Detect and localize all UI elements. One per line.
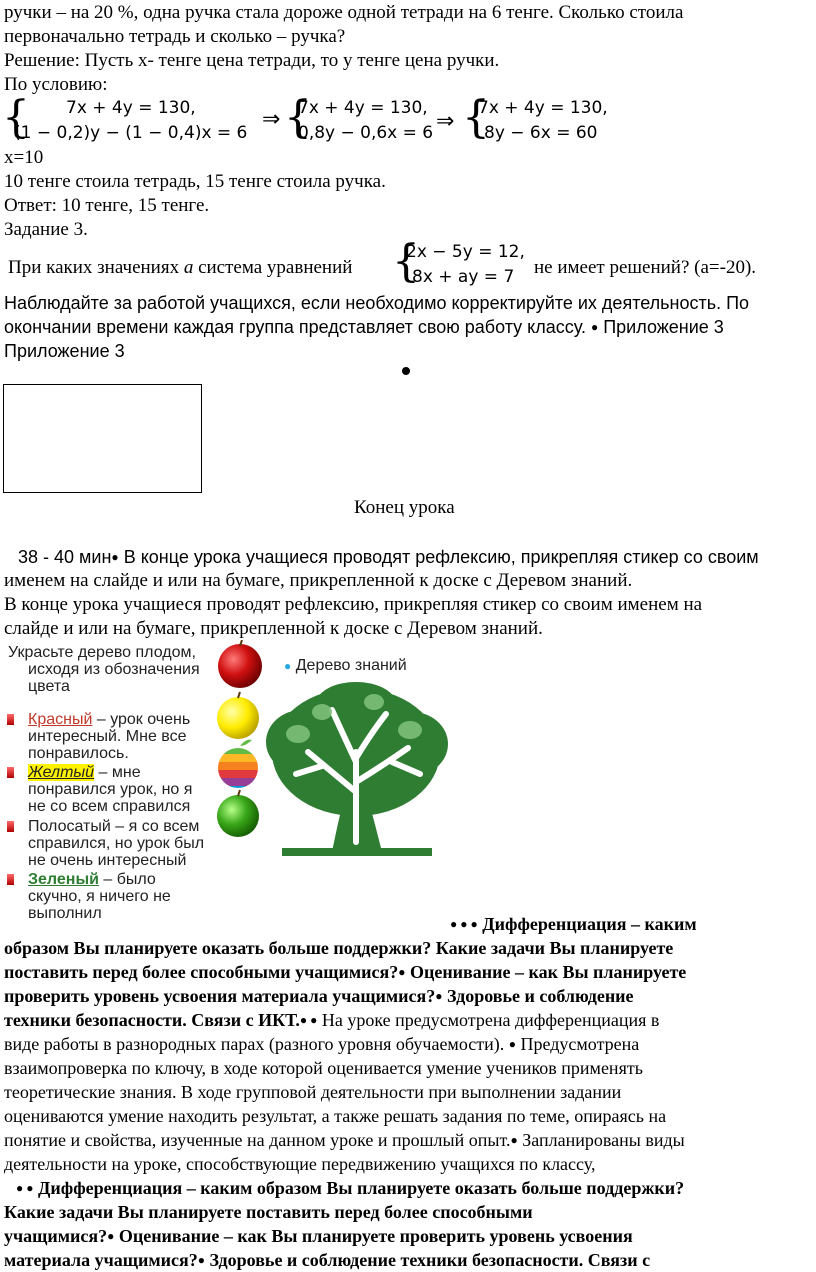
task-3-var: a	[183, 257, 194, 278]
legend-bullet-icon	[7, 874, 14, 885]
diff2-line-4b-text: Здоровье и соблюдение техники безопасности. Связи с	[209, 1250, 651, 1270]
bullet-icon: ●	[398, 965, 406, 979]
diff-line-3-text: поставить перед более способными учащимися?	[4, 962, 399, 982]
tree-title-text: Дерево знаний	[295, 657, 407, 674]
legend-striped-name: Полосатый	[28, 818, 111, 835]
diff2-line-4-text: материала учащимися?	[4, 1250, 198, 1270]
bullet-icon: ●	[590, 320, 599, 334]
legend-bullet-icon	[7, 714, 14, 725]
appendix-inline: Приложение 3	[603, 317, 724, 337]
poster-intro-line-1: Украсьте дерево плодом,	[8, 644, 196, 661]
poster-intro-line-2: исходя из обозначения	[28, 661, 200, 678]
knowledge-tree-icon	[262, 682, 450, 872]
poster-intro	[8, 644, 200, 695]
legend-yellow-text-2: понравился урок, но я	[28, 781, 193, 798]
reflection-line-1	[4, 545, 759, 569]
bullet-icon: ● ● ●	[450, 917, 478, 931]
diff2-line-3-text: учащимися?	[4, 1226, 108, 1246]
legend-striped-text: – я со всем	[115, 818, 200, 835]
reflection-line-3: В конце урока учащиеся проводят рефлексию, прикрепляя стикер со своим именем на	[4, 594, 703, 615]
diff-line-8: теоретические знания. В ходе групповой деятельности при выполнении задании	[4, 1082, 622, 1102]
x-value: x=10	[4, 147, 44, 168]
diff2-line-3	[4, 1224, 633, 1248]
legend-item-yellow	[28, 764, 192, 815]
task-3-heading: Задание 3.	[4, 219, 88, 240]
system-2-eq-2: 0,8y − 0,6x = 6	[298, 123, 434, 143]
diff-line-9: оцениваются умение находить результат, а также решать задания по теме, опираясь на	[4, 1106, 667, 1126]
appendix-label: Приложение 3	[4, 341, 125, 361]
poster-intro-line-3: цвета	[28, 678, 70, 695]
bullet-icon: ●	[510, 1133, 518, 1147]
diff-line-11: деятельности на уроке, способствующие передвижению учащихся по классу,	[4, 1154, 596, 1174]
legend-green-name: Зеленый	[28, 871, 99, 888]
diff2-line-4	[4, 1248, 650, 1272]
legend-item-red	[28, 711, 190, 762]
diff-line-3	[4, 960, 686, 984]
diff-line-5-text: техники безопасности. Связи с ИКТ.	[4, 1010, 300, 1030]
bullet-icon: ●	[508, 1037, 517, 1051]
answer-line: 10 тенге стоила тетрадь, 15 тенге стоила ручка.	[4, 171, 386, 192]
observe-line-2-text: окончании времени каждая группа представляет свою работу классу.	[4, 317, 586, 337]
answer: Ответ: 10 тенге, 15 тенге.	[4, 195, 210, 216]
empty-frame	[3, 384, 202, 493]
legend-yellow-text: – мне	[98, 764, 141, 781]
legend-green-text: – было	[103, 871, 156, 888]
observe-line-1: Наблюдайте за работой учащихся, если необходимо корректируйте их деятельность. По	[4, 293, 750, 313]
legend-striped-text-2: справился, но урок был	[28, 835, 205, 852]
diff2-line-1-text: Дифференциация – каким образом Вы планируете оказать больше поддержки?	[38, 1178, 685, 1198]
bullet-icon: ●	[197, 1253, 205, 1267]
bullet-icon: ● ●	[16, 1181, 34, 1195]
diff2-line-1	[4, 1176, 684, 1200]
solution-intro: Решение: Пусть х- тенге цена тетради, то у тенге цена ручки.	[4, 50, 500, 71]
diff-line-6-text: виде работы в разнородных парах (разного уровня обучаемости).	[4, 1034, 505, 1054]
knowledge-tree-poster	[0, 640, 430, 920]
brace-system-3: {	[462, 92, 490, 143]
system-3-eq-1: 7x + 4y = 130,	[478, 98, 608, 118]
diff-line-4	[4, 984, 634, 1008]
task-3-question	[8, 256, 352, 280]
system-1-eq-1: 7x + 4y = 130,	[66, 98, 196, 118]
diff-line-6b-text: Предусмотрена	[520, 1034, 640, 1054]
legend-green-text-2: скучно, я ничего не	[28, 888, 171, 905]
diff2-line-3b-text: Оценивание – как Вы планируете проверить уровень усвоения	[118, 1226, 633, 1246]
diff2-line-2: Какие задачи Вы планируете поставить перед более способными	[4, 1202, 533, 1222]
diff-line-10-text: понятие и свойства, изученные на данном уроке и прошлый опыт.	[4, 1130, 511, 1150]
yellow-apple-icon	[217, 692, 259, 739]
tree-title	[284, 657, 407, 675]
brace-task-3: {	[392, 236, 420, 287]
observe-line-2	[4, 315, 724, 339]
bullet-icon: ●	[435, 989, 443, 1003]
task-3-before: При каких значениях	[8, 257, 180, 278]
problem-text-line-1: ручки – на 20 %, одна ручка стала дороже одной тетради на 6 тенге. Сколько стоила	[4, 2, 684, 23]
diff-line-10	[4, 1128, 685, 1152]
task-3-eq-2: 8x + ay = 7	[412, 267, 515, 287]
bullet-icon: ●	[107, 1229, 115, 1243]
reflection-time: 38 - 40 мин	[18, 547, 112, 567]
system-3-eq-2: 8y − 6x = 60	[484, 123, 598, 143]
bullet-icon	[402, 367, 410, 375]
reflection-line-4: слайде и или на бумаге, прикрепленной к доске с Деревом знаний.	[4, 618, 543, 639]
diff-line-7: взаимопроверка по ключу, в ходе которой оценивается умение учеников применять	[4, 1058, 643, 1078]
diff-line-1	[450, 912, 697, 936]
diff-line-2: образом Вы планируете оказать больше поддержки? Какие задачи Вы планируете	[4, 938, 674, 958]
reflection-line-2: именем на слайде и или на бумаге, прикрепленной к доске с Деревом знаний.	[4, 570, 633, 591]
diff-line-4b-text: Здоровье и соблюдение	[447, 986, 634, 1006]
implies-arrow-2: ⇒	[436, 109, 455, 134]
striped-apple-icon	[216, 746, 260, 794]
diff-line-5b-text: На уроке предусмотрена дифференциация в	[321, 1010, 660, 1030]
apples-column	[210, 640, 266, 870]
brace-system-2: {	[284, 92, 312, 143]
legend-red-text-3: понравилось.	[28, 745, 129, 762]
diff-line-1-text: Дифференциация – каким	[482, 914, 697, 934]
legend-red-name: Красный	[28, 711, 93, 728]
legend-striped-text-3: не очень интересный	[28, 852, 187, 869]
legend-bullet-icon	[7, 767, 14, 778]
diff-line-6	[4, 1032, 639, 1056]
red-apple-icon	[218, 640, 262, 688]
reflection-line-1-text: В конце урока учащиеся проводят рефлексию, прикрепляя стикер со своим	[123, 547, 759, 567]
legend-green-text-3: выполнил	[28, 905, 102, 922]
task-3-eq-1: 2x − 5y = 12,	[406, 242, 525, 262]
system-1-eq-2: (1 − 0,2)y − (1 − 0,4)x = 6	[14, 123, 248, 143]
legend-red-text-2: интересный. Мне все	[28, 728, 187, 745]
diff-line-3b-text: Оценивание – как Вы планируете	[409, 962, 687, 982]
bullet-icon: ●	[111, 550, 119, 564]
diff-line-5	[4, 1008, 659, 1032]
task-3-after: не имеет решений? (а=-20).	[534, 257, 757, 278]
legend-yellow-name: Желтый	[28, 764, 95, 781]
task-3-middle: система уравнений	[198, 257, 353, 278]
system-2-eq-1: 7x + 4y = 130,	[298, 98, 428, 118]
legend-item-green	[28, 871, 171, 922]
problem-text-line-2: первоначально тетрадь и сколько – ручка?	[4, 26, 346, 47]
diff-line-10b-text: Запланированы виды	[522, 1130, 685, 1150]
condition-label: По условию:	[4, 74, 108, 95]
legend-red-text: – урок очень	[96, 711, 191, 728]
legend-yellow-text-3: не со всем справился	[28, 798, 191, 815]
bullet-icon: ● ●	[299, 1013, 318, 1027]
implies-arrow-1: ⇒	[262, 107, 281, 132]
bullet-icon: ●	[284, 659, 292, 673]
legend-item-striped	[28, 818, 204, 869]
lesson-end-heading: Конец урока	[354, 497, 455, 518]
legend-bullet-icon	[7, 821, 14, 832]
green-apple-icon	[217, 790, 259, 837]
diff-line-4-text: проверить уровень усвоения материала учащимися?	[4, 986, 436, 1006]
brace-system-1: {	[2, 92, 30, 143]
